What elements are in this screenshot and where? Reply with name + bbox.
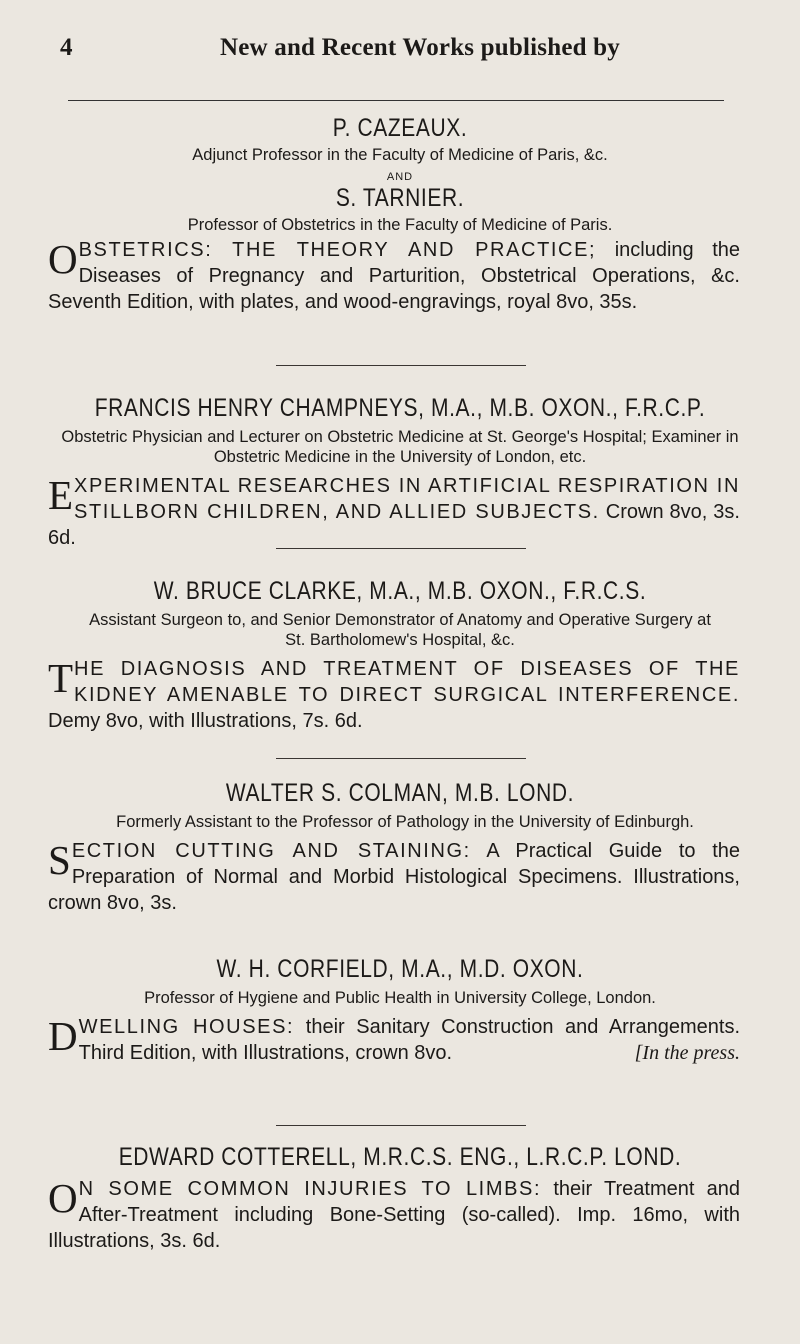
entry-cotterell — [0, 1143, 800, 1254]
title-description: Demy 8vo, with Illustrations, 7s. 6d. — [48, 710, 363, 732]
drop-cap: O — [48, 236, 78, 282]
section-rule — [276, 758, 526, 759]
title-description: their Treatment and After-Treatment including Bone-Setting (so-called). Imp. 16mo, with Illustrations, 3s. 6d. — [48, 1178, 740, 1252]
section-rule — [276, 1125, 526, 1126]
author-credentials: Formerly Assistant to the Professor of Pathology in the University of Edinburgh. — [116, 813, 694, 831]
title-caps: XPERIMENTAL RESEARCHES IN ARTIFICIAL RESPIRATION IN STILLBORN CHILDREN, AND ALLIED SUBJECTS. — [74, 475, 740, 523]
drop-cap: D — [48, 1013, 78, 1059]
book-title — [48, 237, 740, 315]
page-number: 4 — [60, 34, 73, 61]
book-title — [48, 656, 740, 734]
author-name: W. H. CORFIELD, M.A., M.D. OXON. — [216, 955, 584, 983]
author-credentials: Obstetric Physician and Lecturer on Obstetric Medicine at St. George's Hospital; Examiner in Obstetric Medicine in the University of London, etc. — [61, 428, 739, 466]
title-caps: N SOME COMMON INJURIES TO LIMBS: — [78, 1178, 542, 1200]
title-description: A Practical Guide to the Preparation of Normal and Morbid Histological Specimens. Illustrations, crown 8vo, 3s. — [48, 840, 741, 914]
title-caps: BSTETRICS: THE THEORY AND PRACTICE; — [78, 239, 597, 261]
author-credentials: Assistant Surgeon to, and Senior Demonstrator of Anatomy and Operative Surgery at St. Bartholomew's Hospital, &c. — [89, 611, 711, 649]
author-name: W. BRUCE CLARKE, M.A., M.B. OXON., F.R.C.S. — [153, 577, 647, 605]
book-title — [48, 1014, 740, 1066]
section-rule — [276, 548, 526, 549]
title-description: Crown 8vo, 3s. 6d. — [48, 501, 740, 549]
author-credentials: Professor of Hygiene and Public Health in University College, London. — [144, 989, 656, 1007]
entry-clarke — [0, 577, 800, 734]
author-name: P. CAZEAUX. — [332, 114, 468, 142]
author-name: EDWARD COTTERELL, M.R.C.S. ENG., L.R.C.P. LOND. — [118, 1143, 682, 1171]
section-rule — [276, 365, 526, 366]
book-title — [48, 1176, 740, 1254]
title-description: their Sanitary Construction and Arrangements. Third Edition, with Illustrations, crown 8vo. — [78, 1016, 740, 1064]
page-header — [0, 34, 800, 104]
entry-cazeaux — [0, 114, 800, 315]
title-caps: WELLING HOUSES: — [78, 1016, 295, 1038]
drop-cap: E — [48, 472, 74, 518]
drop-cap: S — [48, 837, 71, 883]
title-description: including the Diseases of Pregnancy and Parturition, Obstetrical Operations, &c. Seventh Edition, with plates, and wood-engravings, royal 8vo, 35s. — [48, 239, 741, 313]
drop-cap: O — [48, 1175, 78, 1221]
coauthor-credentials: Professor of Obstetrics in the Faculty of Medicine of Paris. — [187, 216, 613, 234]
entry-champneys — [0, 394, 800, 551]
author-name: WALTER S. COLMAN, M.B. LOND. — [225, 779, 575, 807]
entry-corfield — [0, 955, 800, 1066]
coauthor-name: S. TARNIER. — [335, 184, 465, 212]
book-title — [48, 473, 740, 551]
header-rule — [68, 100, 724, 101]
author-name: FRANCIS HENRY CHAMPNEYS, M.A., M.B. OXON., F.R.C.P. — [94, 394, 706, 422]
author-credentials: Adjunct Professor in the Faculty of Medicine of Paris, &c. — [192, 146, 608, 164]
and-separator: AND — [386, 171, 414, 183]
entry-colman — [0, 779, 800, 916]
book-title — [48, 838, 740, 916]
in-press-note: [In the press. — [634, 1042, 740, 1064]
title-caps: ECTION CUTTING AND STAINING: — [71, 840, 471, 862]
title-caps: HE DIAGNOSIS AND TREATMENT OF DISEASES OF THE KIDNEY AMENABLE TO DIRECT SURGICAL INTERFERENCE. — [74, 658, 740, 706]
running-title: New and Recent Works published by — [220, 34, 620, 61]
drop-cap: T — [48, 655, 74, 701]
